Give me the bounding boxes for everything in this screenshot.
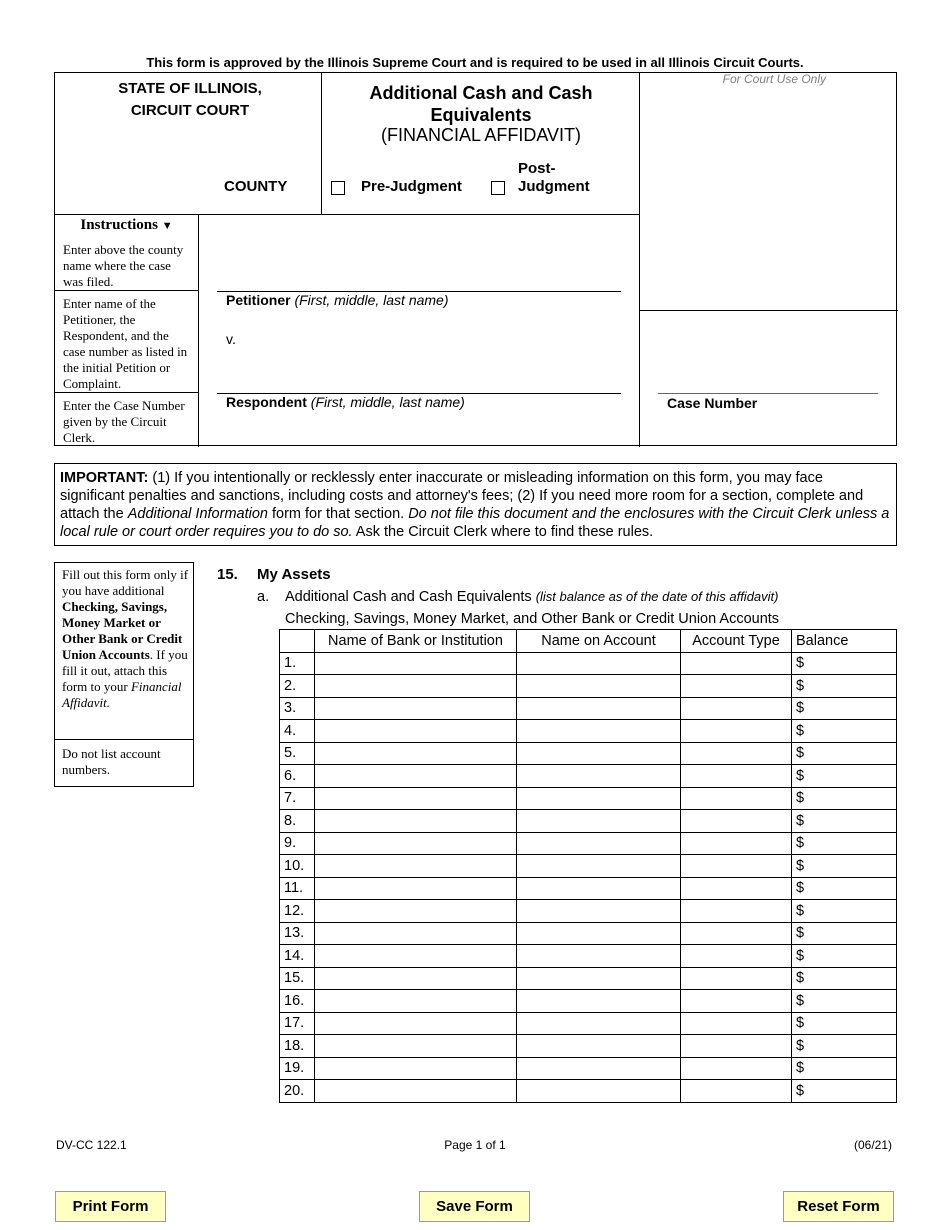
versus-label: v.: [226, 331, 236, 347]
county-instruction: Enter above the county name where the case was filed.: [63, 242, 184, 289]
account-type-cell[interactable]: [681, 765, 792, 788]
balance-header: Balance: [792, 630, 897, 653]
pre-judgment-label: Pre-Judgment: [361, 178, 462, 195]
account-name-header: Name on Account: [517, 630, 681, 653]
bank-name-cell[interactable]: [315, 990, 517, 1013]
balance-cell[interactable]: $: [792, 1012, 897, 1035]
post-judgment-label: Post- Judgment: [518, 160, 590, 195]
account-type-cell[interactable]: [681, 810, 792, 833]
table-caption: Checking, Savings, Money Market, and Other Bank or Credit Union Accounts: [285, 611, 780, 627]
row-number: 15.: [280, 967, 315, 990]
case-number-label: Case Number: [667, 395, 758, 411]
page-number: Page 1 of 1: [444, 1138, 506, 1152]
account-type-cell[interactable]: [681, 652, 792, 675]
balance-cell[interactable]: $: [792, 1080, 897, 1103]
account-name-cell[interactable]: [517, 945, 681, 968]
account-type-cell[interactable]: [681, 720, 792, 743]
account-type-header: Account Type: [681, 630, 792, 653]
bank-name-header: Name of Bank or Institution: [315, 630, 517, 653]
balance-cell[interactable]: $: [792, 990, 897, 1013]
table-row: [280, 832, 897, 855]
table-row: [280, 900, 897, 923]
bank-name-cell[interactable]: [315, 1080, 517, 1103]
row-number: 10.: [280, 855, 315, 878]
bank-name-cell[interactable]: [315, 922, 517, 945]
account-name-cell[interactable]: [517, 967, 681, 990]
account-name-cell[interactable]: [517, 1057, 681, 1080]
table-row: [280, 1035, 897, 1058]
balance-cell[interactable]: $: [792, 832, 897, 855]
bank-name-cell[interactable]: [315, 1012, 517, 1035]
bank-name-cell[interactable]: [315, 697, 517, 720]
row-number: 17.: [280, 1012, 315, 1035]
table-row: [280, 810, 897, 833]
table-row: [280, 720, 897, 743]
account-name-cell[interactable]: [517, 787, 681, 810]
row-number: 3.: [280, 697, 315, 720]
form-subtitle: (FINANCIAL AFFIDAVIT): [380, 125, 581, 145]
bank-name-cell[interactable]: [315, 720, 517, 743]
account-name-cell[interactable]: [517, 742, 681, 765]
section-number: 15.: [217, 566, 238, 583]
account-type-cell[interactable]: [681, 1035, 792, 1058]
account-name-cell[interactable]: [517, 652, 681, 675]
account-type-cell[interactable]: [681, 945, 792, 968]
row-number: 9.: [280, 832, 315, 855]
account-name-cell[interactable]: [517, 922, 681, 945]
row-number: 13.: [280, 922, 315, 945]
subsection-letter: a.: [257, 589, 270, 605]
account-name-cell[interactable]: [517, 900, 681, 923]
subsection-title: Additional Cash and Cash Equivalents (list balance as of the date of this affidavit): [285, 589, 779, 605]
bank-name-cell[interactable]: [315, 877, 517, 900]
balance-cell[interactable]: $: [792, 877, 897, 900]
petitioner-label: Petitioner (First, middle, last name): [226, 292, 449, 308]
pre-judgment-checkbox[interactable]: [331, 181, 345, 195]
account-type-cell[interactable]: [681, 832, 792, 855]
form-code: DV-CC 122.1: [56, 1138, 127, 1152]
bank-name-cell[interactable]: [315, 945, 517, 968]
bank-name-cell[interactable]: [315, 810, 517, 833]
account-type-cell[interactable]: [681, 1080, 792, 1103]
account-name-cell[interactable]: [517, 697, 681, 720]
balance-cell[interactable]: $: [792, 652, 897, 675]
court-use-label: For Court Use Only: [722, 72, 826, 86]
account-type-cell[interactable]: [681, 900, 792, 923]
bank-name-cell[interactable]: [315, 855, 517, 878]
account-name-cell[interactable]: [517, 1012, 681, 1035]
table-row: [280, 675, 897, 698]
important-notice: IMPORTANT: (1) If you intentionally or recklessly enter inaccurate or misleading information on this form, you may face significant penalties and sanctions, including costs and attorney's fees; (2) If you need more room for a section, complete and attach the Additional Information form for that section. Do not file this document and the enclosures with the Circuit Clerk unless a local rule or court order requires you to do so. Ask the Circuit Clerk where to find these rules.: [54, 463, 897, 546]
table-row: [280, 742, 897, 765]
table-row: [280, 877, 897, 900]
side-note: Fill out this form only if you have additional Checking, Savings, Money Market or Other Bank or Credit Union Accounts. If you fill it out, attach this form to your Financial Affidavit.: [62, 567, 189, 710]
row-number: 14.: [280, 945, 315, 968]
account-name-cell[interactable]: [517, 832, 681, 855]
table-row: [280, 945, 897, 968]
bank-name-cell[interactable]: [315, 967, 517, 990]
instructions-heading[interactable]: Instructions ▼: [80, 217, 173, 233]
account-type-cell[interactable]: [681, 742, 792, 765]
table-row: [280, 922, 897, 945]
bank-name-cell[interactable]: [315, 832, 517, 855]
respondent-input[interactable]: [217, 355, 621, 392]
row-number-header: [280, 630, 315, 653]
revision-date: (06/21): [854, 1138, 893, 1152]
account-name-cell[interactable]: [517, 855, 681, 878]
case-instruction: Enter the Case Number given by the Circuit Clerk.: [63, 398, 185, 445]
account-name-cell[interactable]: [517, 810, 681, 833]
account-type-cell[interactable]: [681, 697, 792, 720]
case-number-line: [658, 393, 878, 394]
bank-name-cell[interactable]: [315, 900, 517, 923]
accounts-table: [279, 629, 897, 1103]
account-name-cell[interactable]: [517, 1035, 681, 1058]
parties-instruction: Enter name of the Petitioner, the Respondent, and the case number as listed in the initial Petition or Complaint.: [63, 296, 188, 391]
row-number: 8.: [280, 810, 315, 833]
table-row: [280, 1012, 897, 1035]
row-number: 1.: [280, 652, 315, 675]
balance-cell[interactable]: $: [792, 1057, 897, 1080]
balance-cell[interactable]: $: [792, 945, 897, 968]
bank-name-cell[interactable]: [315, 1057, 517, 1080]
balance-cell[interactable]: $: [792, 855, 897, 878]
account-number-note: Do not list account numbers.: [62, 746, 161, 777]
balance-cell[interactable]: $: [792, 922, 897, 945]
table-row: [280, 1080, 897, 1103]
account-type-cell[interactable]: [681, 675, 792, 698]
account-name-cell[interactable]: [517, 675, 681, 698]
row-number: 18.: [280, 1035, 315, 1058]
account-type-cell[interactable]: [681, 787, 792, 810]
case-number-input[interactable]: [657, 355, 877, 392]
account-type-cell[interactable]: [681, 1057, 792, 1080]
row-number: 19.: [280, 1057, 315, 1080]
table-header-row: [280, 630, 897, 653]
bank-name-cell[interactable]: [315, 742, 517, 765]
table-row: [280, 855, 897, 878]
table-row: [280, 990, 897, 1013]
row-number: 12.: [280, 900, 315, 923]
row-number: 2.: [280, 675, 315, 698]
bank-name-cell[interactable]: [315, 787, 517, 810]
balance-cell[interactable]: $: [792, 742, 897, 765]
print-form-button[interactable]: Print Form: [55, 1191, 166, 1222]
balance-cell[interactable]: $: [792, 900, 897, 923]
table-row: [280, 1057, 897, 1080]
respondent-label: Respondent (First, middle, last name): [226, 394, 465, 410]
balance-cell[interactable]: $: [792, 765, 897, 788]
row-number: 5.: [280, 742, 315, 765]
account-type-cell[interactable]: [681, 922, 792, 945]
account-name-cell[interactable]: [517, 990, 681, 1013]
table-row: [280, 765, 897, 788]
row-number: 16.: [280, 990, 315, 1013]
petitioner-input[interactable]: [217, 253, 621, 290]
row-number: 6.: [280, 765, 315, 788]
account-name-cell[interactable]: [517, 877, 681, 900]
account-name-cell[interactable]: [517, 1080, 681, 1103]
section-title: My Assets: [257, 566, 331, 583]
caret-down-icon: ▼: [161, 220, 173, 232]
balance-cell[interactable]: $: [792, 967, 897, 990]
county-label: COUNTY: [224, 178, 288, 195]
balance-cell[interactable]: $: [792, 1035, 897, 1058]
table-row: [280, 787, 897, 810]
post-judgment-checkbox[interactable]: [491, 181, 505, 195]
save-form-button[interactable]: Save Form: [419, 1191, 530, 1222]
account-name-cell[interactable]: [517, 720, 681, 743]
balance-cell[interactable]: $: [792, 810, 897, 833]
account-type-cell[interactable]: [681, 1012, 792, 1035]
account-type-cell[interactable]: [681, 877, 792, 900]
balance-cell[interactable]: $: [792, 675, 897, 698]
balance-cell[interactable]: $: [792, 720, 897, 743]
account-name-cell[interactable]: [517, 765, 681, 788]
form-title: Additional Cash and Cash Equivalents: [369, 83, 593, 125]
row-number: 7.: [280, 787, 315, 810]
bank-name-cell[interactable]: [315, 675, 517, 698]
balance-cell[interactable]: $: [792, 787, 897, 810]
row-number: 4.: [280, 720, 315, 743]
row-number: 20.: [280, 1080, 315, 1103]
account-type-cell[interactable]: [681, 967, 792, 990]
reset-form-button[interactable]: Reset Form: [783, 1191, 894, 1222]
bank-name-cell[interactable]: [315, 765, 517, 788]
account-type-cell[interactable]: [681, 990, 792, 1013]
table-row: [280, 967, 897, 990]
row-number: 11.: [280, 877, 315, 900]
approval-notice: This form is approved by the Illinois Supreme Court and is required to be used in all Illinois Circuit Courts.: [146, 55, 804, 70]
bank-name-cell[interactable]: [315, 1035, 517, 1058]
state-court-label: STATE OF ILLINOIS, CIRCUIT COURT: [118, 80, 262, 119]
table-row: [280, 652, 897, 675]
account-type-cell[interactable]: [681, 855, 792, 878]
bank-name-cell[interactable]: [315, 652, 517, 675]
table-row: [280, 697, 897, 720]
balance-cell[interactable]: $: [792, 697, 897, 720]
